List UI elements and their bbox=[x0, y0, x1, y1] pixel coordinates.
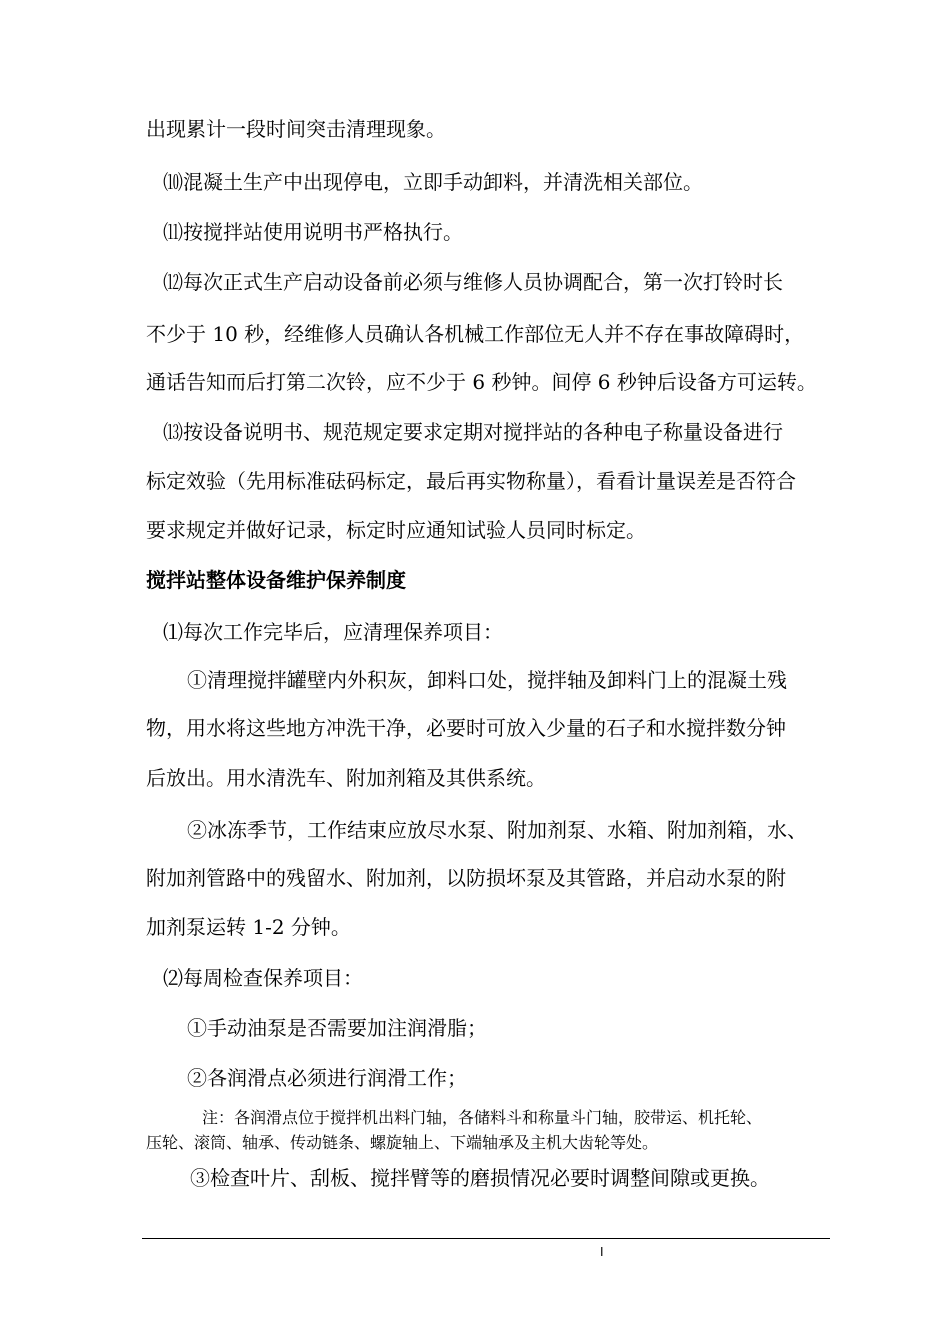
paragraph-line: 通话告知而后打第二次铃，应不少于 6 秒钟。间停 6 秒钟后设备方可运转。 bbox=[146, 370, 817, 394]
paragraph-line: ⑿每次正式生产启动设备前必须与维修人员协调配合，第一次打铃时长 bbox=[163, 270, 783, 294]
paragraph-line: ⑽混凝土生产中出现停电，立即手动卸料，并清洗相关部位。 bbox=[163, 170, 703, 194]
note-line: 压轮、滚筒、轴承、传动链条、螺旋轴上、下端轴承及主机大齿轮等处。 bbox=[146, 1133, 659, 1152]
paragraph-line: ②各润滑点必须进行润滑工作； bbox=[187, 1066, 467, 1090]
section-heading: 搅拌站整体设备维护保养制度 bbox=[146, 568, 406, 592]
note-line: 注：各润滑点位于搅拌机出料门轴，各储料斗和称量斗门轴，胶带运、机托轮、 bbox=[202, 1108, 763, 1127]
paragraph-line: ⒀按设备说明书、规范规定要求定期对搅拌站的各种电子称量设备进行 bbox=[163, 420, 783, 444]
paragraph-line: ⑾按搅拌站使用说明书严格执行。 bbox=[163, 220, 463, 244]
paragraph-line: 要求规定并做好记录，标定时应通知试验人员同时标定。 bbox=[146, 518, 646, 542]
paragraph-line: ⑴每次工作完毕后，应清理保养项目： bbox=[163, 620, 503, 644]
footer-divider bbox=[142, 1238, 830, 1239]
paragraph-line: 出现累计一段时间突击清理现象。 bbox=[146, 117, 446, 141]
paragraph-line: 标定效验（先用标准砝码标定，最后再实物称量），看看计量误差是否符合 bbox=[146, 469, 796, 493]
paragraph-line: 后放出。用水清洗车、附加剂箱及其供系统。 bbox=[146, 766, 546, 790]
paragraph-line: ①清理搅拌罐壁内外积灰，卸料口处，搅拌轴及卸料门上的混凝土残 bbox=[187, 668, 787, 692]
paragraph-line: 附加剂管路中的残留水、附加剂，以防损坏泵及其管路，并启动水泵的附 bbox=[146, 866, 786, 890]
paragraph-line: ①手动油泵是否需要加注润滑脂； bbox=[187, 1016, 487, 1040]
paragraph-line: 物，用水将这些地方冲洗干净，必要时可放入少量的石子和水搅拌数分钟 bbox=[146, 716, 786, 740]
page-number: I bbox=[600, 1245, 604, 1259]
paragraph-line: ⑵每周检查保养项目： bbox=[163, 966, 363, 990]
paragraph-line: ②冰冻季节，工作结束应放尽水泵、附加剂泵、水箱、附加剂箱，水、 bbox=[187, 818, 807, 842]
paragraph-line: 加剂泵运转 1-2 分钟。 bbox=[146, 915, 351, 939]
paragraph-line: 不少于 10 秒，经维修人员确认各机械工作部位无人并不存在事故障碍时， bbox=[146, 322, 805, 346]
paragraph-line: ③检查叶片、刮板、搅拌臂等的磨损情况必要时调整间隙或更换。 bbox=[190, 1166, 770, 1190]
